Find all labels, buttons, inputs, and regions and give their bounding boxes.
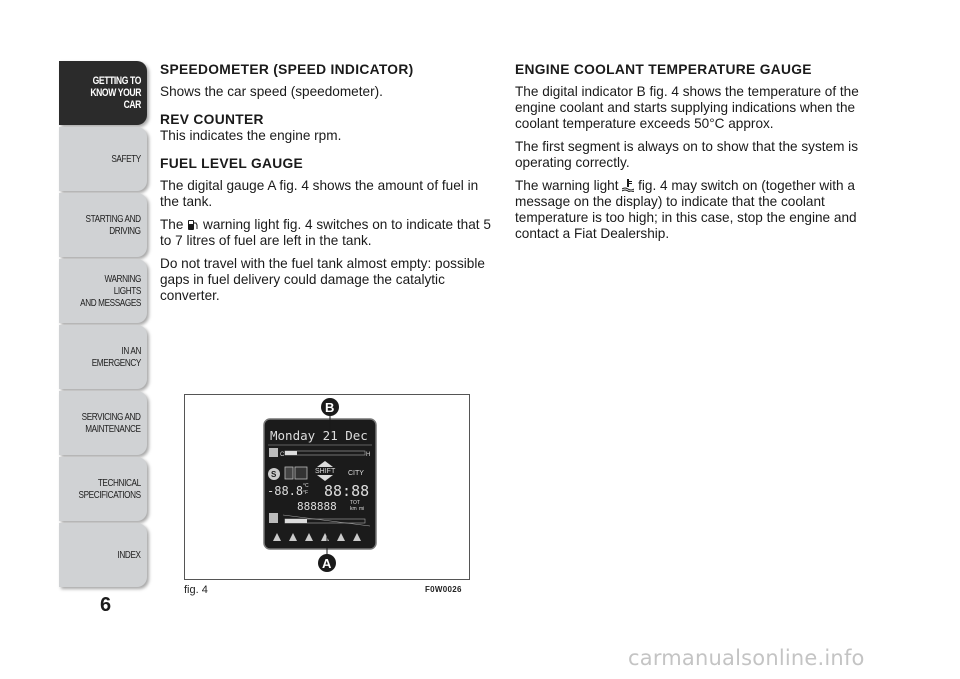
coolant-text-2: The first segment is always on to show that the system is operating correctly. bbox=[515, 139, 859, 170]
tab-label: GETTING TO KNOW YOUR CAR bbox=[90, 75, 141, 111]
fuel-gauge-heading: FUEL LEVEL GAUGE bbox=[160, 156, 304, 171]
temp-units-f: °F bbox=[303, 490, 309, 496]
odometer-readout: 888888 bbox=[297, 500, 337, 513]
odometer-mi: mi bbox=[359, 506, 365, 512]
rev-counter-heading: REV COUNTER bbox=[160, 112, 264, 127]
fuel-text-start: The bbox=[160, 217, 184, 232]
fuel-pump-icon bbox=[187, 218, 199, 231]
callout-a: A bbox=[322, 556, 332, 571]
page-number: 6 bbox=[100, 594, 112, 616]
tab-technical-specifications[interactable] bbox=[59, 457, 147, 521]
right-column bbox=[515, 62, 865, 249]
figure-caption: fig. 4 bbox=[184, 584, 208, 596]
watermark: carmanualsonline.info bbox=[628, 646, 865, 670]
temp-units-c: °C bbox=[303, 483, 309, 489]
speedometer-heading: SPEEDOMETER (SPEED INDICATOR) bbox=[160, 62, 414, 77]
speedometer-text: Shows the car speed (speedometer). bbox=[160, 84, 383, 99]
tab-safety[interactable] bbox=[59, 127, 147, 191]
tab-label: SAFETY bbox=[111, 153, 141, 165]
tab-getting-to-know-your-car[interactable] bbox=[59, 61, 147, 125]
tab-index[interactable] bbox=[59, 523, 147, 587]
coolant-text-1: The digital indicator B fig. 4 shows the temperature of the engine coolant and starts supplying indications when the coolant temperature exceeds 50°C approx. bbox=[515, 84, 859, 131]
s-badge: S bbox=[271, 470, 277, 479]
tab-warning-lights-and-messages[interactable] bbox=[59, 259, 147, 323]
tab-label: INDEX bbox=[117, 549, 141, 561]
odometer-tot: TOT bbox=[350, 500, 360, 506]
display-date: Monday 21 Dec bbox=[270, 428, 368, 443]
left-column bbox=[160, 62, 500, 311]
tab-label: TECHNICAL SPECIFICATIONS bbox=[78, 477, 141, 501]
coolant-gauge-heading: ENGINE COOLANT TEMPERATURE GAUGE bbox=[515, 62, 812, 77]
tab-servicing-and-maintenance[interactable] bbox=[59, 391, 147, 455]
coolant-text-3 bbox=[515, 178, 865, 242]
figure-code: F0W0026 bbox=[425, 585, 462, 594]
rev-counter-text: This indicates the engine rpm. bbox=[160, 128, 342, 143]
clock-readout: 88:88 bbox=[324, 482, 370, 500]
coolant-h-label: H bbox=[366, 452, 371, 458]
tab-in-an-emergency[interactable] bbox=[59, 325, 147, 389]
dashboard-display-figure bbox=[184, 394, 470, 580]
lcd-display-illustration bbox=[185, 395, 469, 579]
tab-label: IN AN EMERGENCY bbox=[91, 345, 141, 369]
coolant-text-end: fig. 4 may switch on (together with a message on the display) to indicate that the coolant temperature is too high; in this case, stop the engine and contact a Fiat Dealership. bbox=[515, 178, 857, 241]
city-label: CITY bbox=[348, 470, 364, 477]
fuel-gauge-text-1: The digital gauge A fig. 4 shows the amount of fuel in the tank. bbox=[160, 178, 479, 209]
shift-label: SHIFT bbox=[315, 468, 336, 475]
coolant-text-start: The warning light bbox=[515, 178, 619, 193]
tab-label: STARTING AND DRIVING bbox=[85, 213, 141, 237]
fuel-gauge-text-2 bbox=[160, 217, 500, 249]
tab-label: WARNING LIGHTS AND MESSAGES bbox=[80, 273, 141, 309]
temp-readout: -88.8 bbox=[267, 484, 304, 498]
odometer-km: km bbox=[350, 506, 357, 512]
fuel-gauge-text-3: Do not travel with the fuel tank almost empty: possible gaps in fuel delivery could damage the catalytic converter. bbox=[160, 256, 485, 303]
coolant-c-label: C bbox=[280, 452, 285, 458]
tab-label: SERVICING AND MAINTENANCE bbox=[82, 411, 141, 435]
tab-starting-and-driving[interactable] bbox=[59, 193, 147, 257]
coolant-temperature-icon bbox=[622, 179, 634, 192]
callout-b: B bbox=[325, 400, 335, 415]
fuel-text-end: warning light fig. 4 switches on to indicate that 5 to 7 litres of fuel are left in the tank. bbox=[160, 217, 491, 248]
